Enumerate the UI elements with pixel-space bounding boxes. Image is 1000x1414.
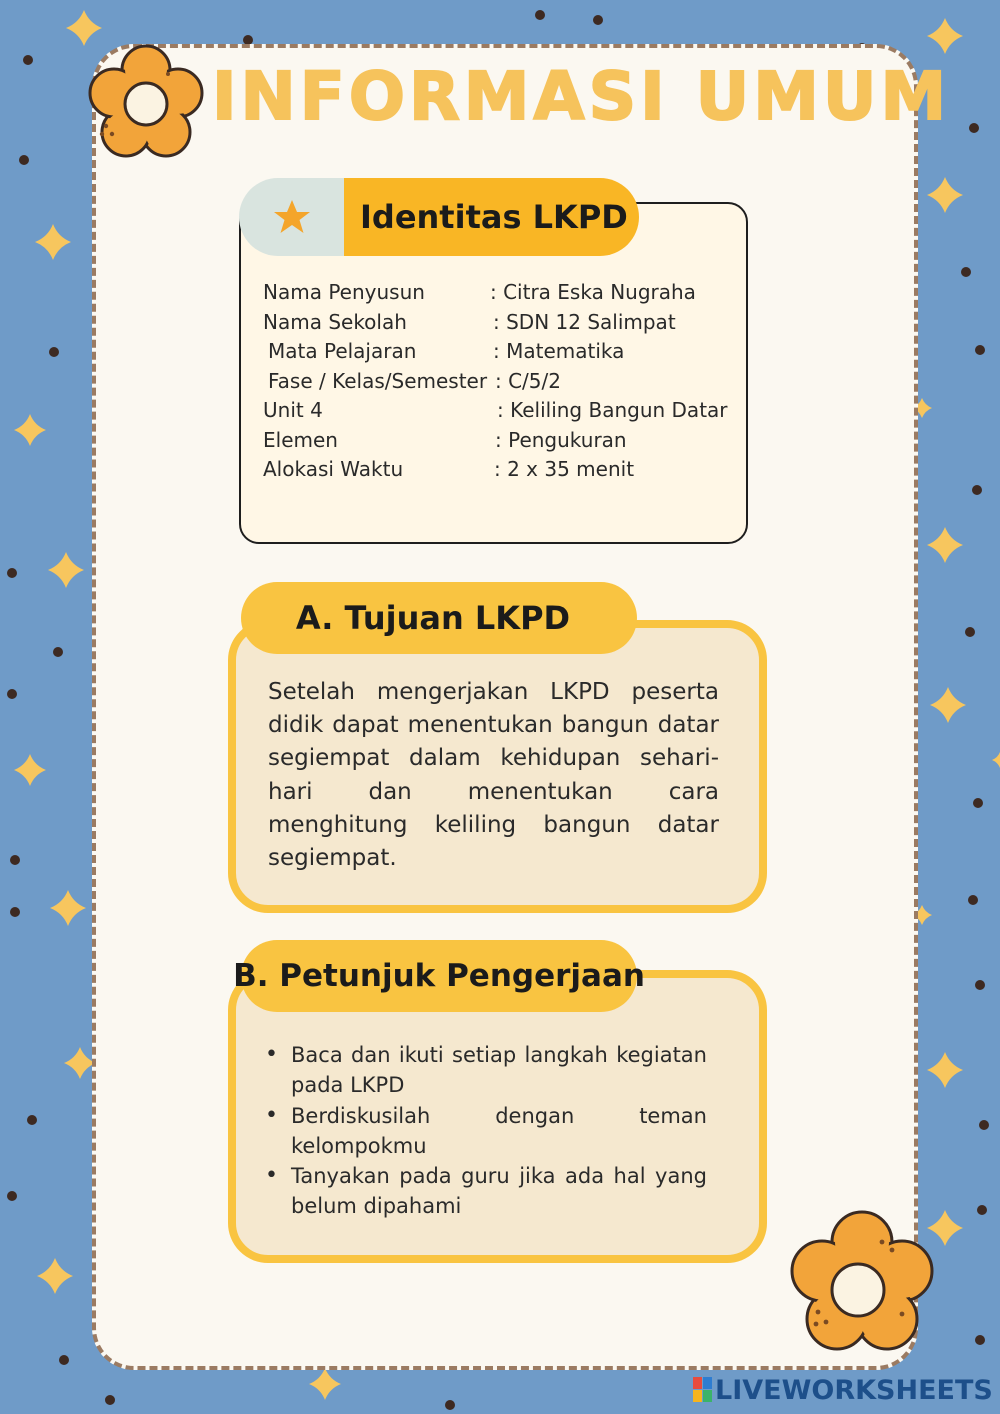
star-icon [272, 197, 312, 237]
sparkle-icon [35, 224, 71, 260]
row-label: Nama Sekolah [263, 309, 407, 334]
decor-dot [23, 55, 33, 65]
identitas-row [263, 280, 743, 310]
identitas-row [263, 398, 743, 428]
sparkle-icon [927, 177, 963, 213]
decor-dot [535, 10, 545, 20]
sparkle-icon [927, 527, 963, 563]
decor-dot [7, 1191, 17, 1201]
identitas-row [263, 339, 743, 369]
identitas-row [263, 369, 743, 399]
decor-dot [7, 568, 17, 578]
row-label: Nama Penyusun [263, 280, 425, 304]
decor-dot [27, 1115, 37, 1125]
tujuan-title: A. Tujuan LKPD [295, 599, 571, 637]
decor-dot [977, 1205, 987, 1215]
petunjuk-list [263, 1040, 707, 1222]
identitas-title: Identitas LKPD [360, 198, 628, 236]
row-value: : Pengukuran [495, 427, 627, 452]
list-item-text: • Berdiskusilah dengan teman kelompokmu [291, 1103, 707, 1158]
decor-dot [975, 1335, 985, 1345]
identitas-row [263, 428, 743, 458]
decor-dot [10, 907, 20, 917]
liveworksheets-logo-icon [693, 1377, 713, 1403]
decor-dot [53, 647, 63, 657]
identitas-rows [263, 280, 743, 487]
decor-dot [968, 895, 978, 905]
petunjuk-header [233, 940, 645, 1012]
decor-dot [19, 155, 29, 165]
decor-dot [972, 485, 982, 495]
row-label: Fase / Kelas/Semester [268, 368, 488, 393]
sparkle-icon [930, 687, 966, 723]
row-label: Unit 4 [263, 398, 323, 422]
row-value: : 2 x 35 menit [494, 457, 635, 481]
decor-dot [973, 798, 983, 808]
petunjuk-title: B. Petunjuk Pengerjaan [233, 958, 645, 994]
sparkle-icon [48, 552, 84, 588]
decor-dot [975, 345, 985, 355]
decor-dot [961, 267, 971, 277]
decor-dot [969, 123, 979, 133]
row-label: Alokasi Waktu [263, 457, 404, 481]
row-label: Elemen [263, 427, 338, 452]
decor-dot [7, 689, 17, 699]
list-item [263, 1161, 707, 1222]
identitas-header [239, 178, 639, 256]
identitas-row [263, 310, 743, 340]
decor-dot [10, 855, 20, 865]
decor-dot [979, 1120, 989, 1130]
identitas-title-bar [344, 178, 639, 256]
flower-icon [780, 1206, 945, 1366]
sparkle-icon [927, 18, 963, 54]
identitas-row [263, 457, 743, 487]
page-title: INFORMASI UMUM [212, 58, 951, 135]
sparkle-icon [14, 754, 46, 786]
sparkle-icon [14, 414, 46, 446]
decor-dot [965, 627, 975, 637]
flower-icon [80, 38, 210, 168]
sparkle-icon [37, 1258, 73, 1294]
row-value: : Keliling Bangun Datar [497, 398, 728, 422]
row-label: Mata Pelajaran [268, 339, 417, 363]
sparkle-icon [992, 752, 1000, 768]
list-item [263, 1040, 707, 1101]
tujuan-header [241, 582, 637, 654]
list-item [263, 1101, 707, 1162]
row-value: : Matematika [493, 339, 625, 363]
row-value: : C/5/2 [495, 368, 561, 393]
sparkle-icon [309, 1368, 341, 1400]
brand-logo [693, 1373, 993, 1407]
row-value: : Citra Eska Nugraha [490, 280, 696, 304]
tujuan-text: Setelah mengerjakan LKPD peserta didik dapat menentukan bangun datar segiempat dalam kehidupan sehari-hari dan menentukan cara menghitung keliling bangun datar segiempat. [268, 679, 719, 872]
list-item-text: • Baca dan ikuti setiap langkah kegiatan pada LKPD [291, 1043, 707, 1098]
decor-dot [59, 1355, 69, 1365]
identitas-star [239, 178, 344, 256]
sparkle-icon [50, 890, 86, 926]
row-value: : SDN 12 Salimpat [493, 309, 676, 334]
sparkle-icon [927, 1052, 963, 1088]
decor-dot [593, 15, 603, 25]
brand-text: LIVEWORKSHEETS [715, 1374, 993, 1406]
decor-dot [445, 1400, 455, 1410]
decor-dot [49, 347, 59, 357]
decor-dot [975, 980, 985, 990]
list-item-text: • Tanyakan pada guru jika ada hal yang belum dipahami [291, 1164, 707, 1219]
decor-dot [105, 1395, 115, 1405]
